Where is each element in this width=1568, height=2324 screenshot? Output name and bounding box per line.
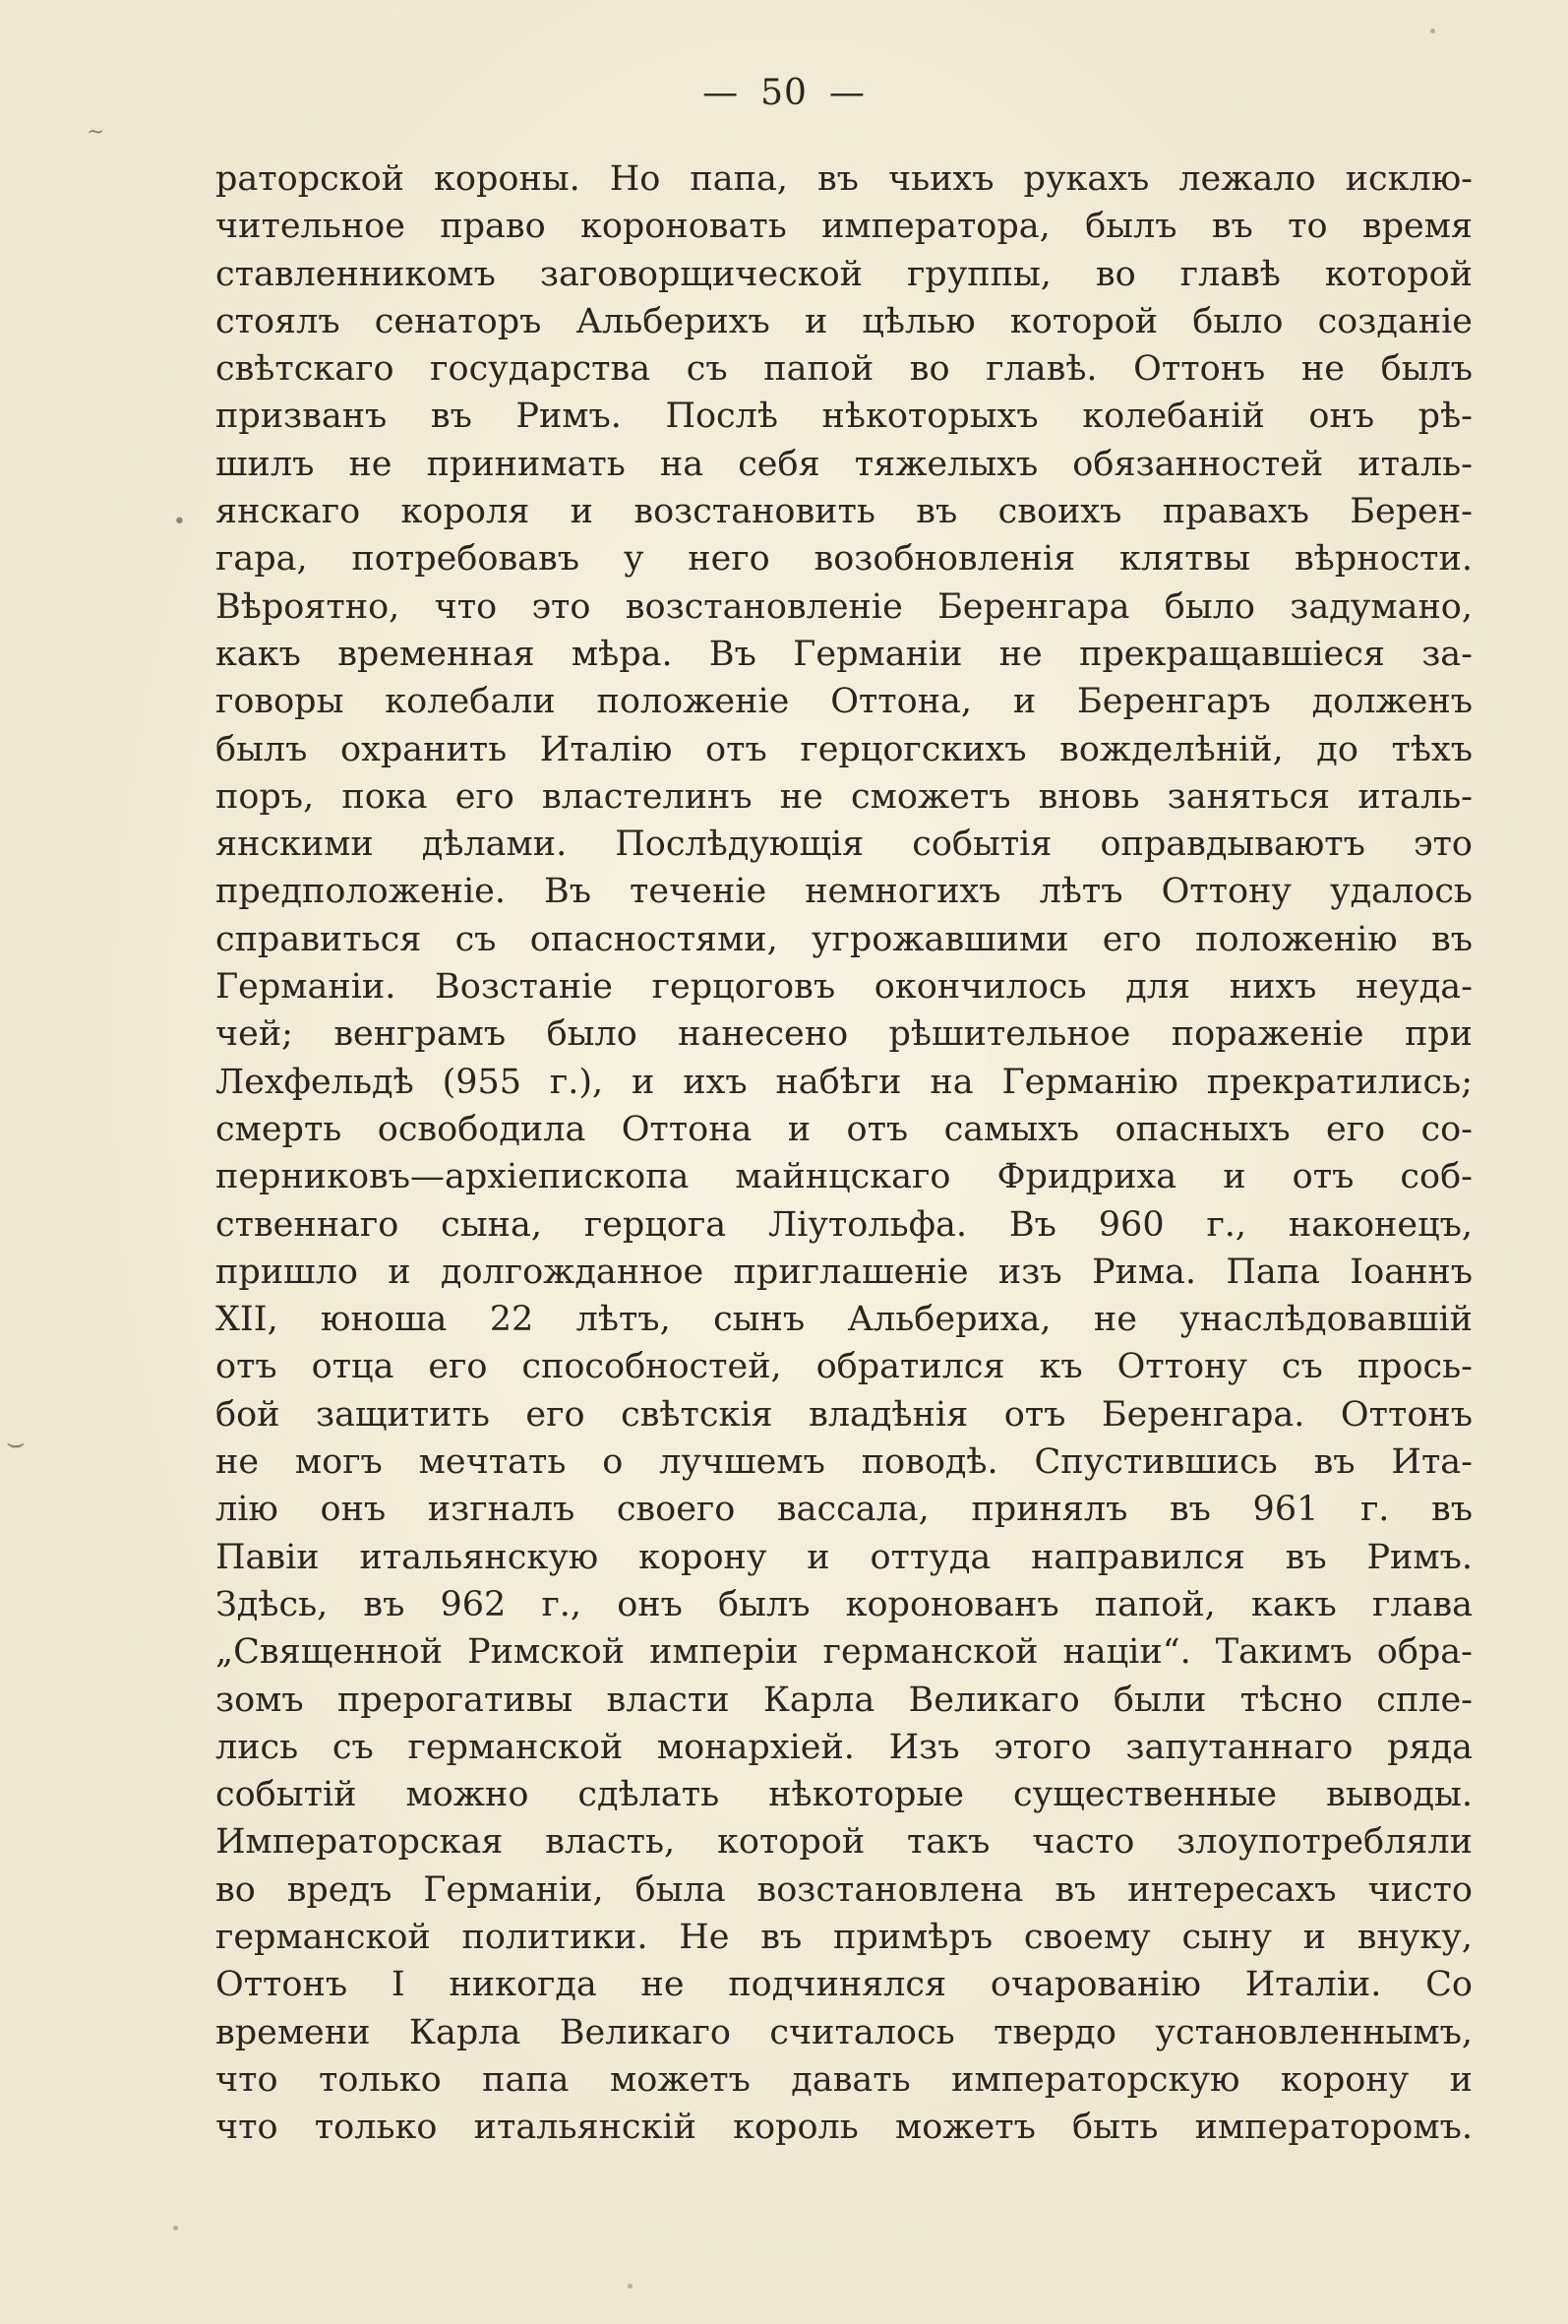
page-number-dash-right: —: [828, 73, 866, 113]
text-line: былъ охранить Италію отъ герцогскихъ вожделѣній, до тѣхъ: [215, 729, 1473, 769]
text-line: какъ временная мѣра. Въ Германіи не прекращавшіеся за-: [215, 634, 1473, 674]
text-line: что только итальянскій король можетъ быть императоромъ.: [215, 2108, 1473, 2148]
page-number-dash-left: —: [702, 73, 740, 113]
margin-mark: ⌣: [6, 1426, 26, 1460]
text-line: Вѣроятно, что это возстановленіе Беренгара было задумано,: [215, 586, 1473, 627]
text-line: перниковъ—архіепископа майнцскаго Фридриха и отъ соб-: [215, 1157, 1473, 1197]
text-line: Павіи итальянскую корону и оттуда направился въ Римъ.: [215, 1537, 1473, 1577]
text-line: во вредъ Германіи, была возстановлена въ интересахъ чисто: [215, 1869, 1473, 1910]
text-line: свѣтскаго государства съ папой во главѣ. Оттонъ не былъ: [215, 349, 1473, 390]
text-line: Оттонъ I никогда не подчинялся очарованію Италіи. Со: [215, 1965, 1473, 2005]
text-line: янскаго короля и возстановить въ своихъ правахъ Берен-: [215, 492, 1473, 532]
text-line: лись съ германской монархіей. Изъ этого запутаннаго ряда: [215, 1727, 1473, 1767]
text-line: лію онъ изгналъ своего вассала, принялъ въ 961 г. въ: [215, 1490, 1473, 1530]
text-line: германской политики. Не въ примѣръ своему сыну и внуку,: [215, 1917, 1473, 1957]
paper-speck: [1430, 29, 1435, 33]
text-line: чей; венграмъ было нанесено рѣшительное пораженіе при: [215, 1014, 1473, 1055]
margin-mark: •: [173, 510, 186, 534]
text-line: справиться съ опасностями, угрожавшими его положенію въ: [215, 919, 1473, 959]
text-line: XII, юноша 22 лѣтъ, сынъ Альбериха, не унаслѣдовавшій: [215, 1300, 1473, 1340]
text-line: пришло и долгожданное приглашеніе изъ Рима. Папа Іоаннъ: [215, 1252, 1473, 1292]
text-line: смерть освободила Оттона и отъ самыхъ опасныхъ его со-: [215, 1109, 1473, 1149]
text-line: призванъ въ Римъ. Послѣ нѣкоторыхъ колебаній онъ рѣ-: [215, 397, 1473, 437]
text-line: чительное право короновать императора, былъ въ то время: [215, 207, 1473, 247]
body-text: [215, 155, 1473, 2151]
text-line: Германіи. Возстаніе герцоговъ окончилось для нихъ неуда-: [215, 967, 1473, 1008]
text-line: Императорская власть, которой такъ часто злоупотребляли: [215, 1822, 1473, 1863]
text-line: Лехфельдѣ (955 г.), и ихъ набѣги на Германію прекратились;: [215, 1062, 1473, 1102]
text-line: отъ отца его способностей, обратился къ Оттону съ прось-: [215, 1347, 1473, 1387]
text-line: ственнаго сына, герцога Ліутольфа. Въ 960 г., наконецъ,: [215, 1204, 1473, 1245]
text-line: что только папа можетъ давать императорскую корону и: [215, 2059, 1473, 2100]
text-line: предположеніе. Въ теченіе немногихъ лѣтъ Оттону удалось: [215, 872, 1473, 912]
text-line: раторской короны. Но папа, въ чьихъ рукахъ лежало исклю-: [215, 159, 1473, 199]
text-line: событій можно сдѣлать нѣкоторые существенные выводы.: [215, 1775, 1473, 1815]
page-number: 50: [760, 73, 808, 113]
text-line: „Священной Римской имперіи германской націи“. Такимъ обра-: [215, 1632, 1473, 1673]
text-line: поръ, пока его властелинъ не сможетъ вновь заняться италь-: [215, 776, 1473, 817]
text-line: Здѣсь, въ 962 г., онъ былъ коронованъ папой, какъ глава: [215, 1584, 1473, 1624]
text-line: говоры колебали положеніе Оттона, и Беренгаръ долженъ: [215, 682, 1473, 722]
margin-mark: ~: [87, 120, 105, 145]
text-line: времени Карла Великаго считалось твердо установленнымъ,: [215, 2012, 1473, 2052]
text-line: ставленникомъ заговорщической группы, во главѣ которой: [215, 254, 1473, 294]
text-line: янскими дѣлами. Послѣдующія событія оправдываютъ это: [215, 825, 1473, 865]
paper-speck: [628, 2284, 633, 2289]
text-line: гара, потребовавъ у него возобновленія клятвы вѣрности.: [215, 539, 1473, 580]
text-line: стоялъ сенаторъ Альберихъ и цѣлью которой было созданіе: [215, 301, 1473, 341]
paper-speck: [173, 2226, 178, 2231]
page-number-header: [0, 69, 1568, 118]
text-line: зомъ прерогативы власти Карла Великаго были тѣсно спле-: [215, 1680, 1473, 1720]
text-line: не могъ мечтать о лучшемъ поводѣ. Спустившись въ Ита-: [215, 1442, 1473, 1483]
text-line: шилъ не принимать на себя тяжелыхъ обязанностей италь-: [215, 444, 1473, 484]
text-line: бой защитить его свѣтскія владѣнія отъ Беренгара. Оттонъ: [215, 1394, 1473, 1435]
